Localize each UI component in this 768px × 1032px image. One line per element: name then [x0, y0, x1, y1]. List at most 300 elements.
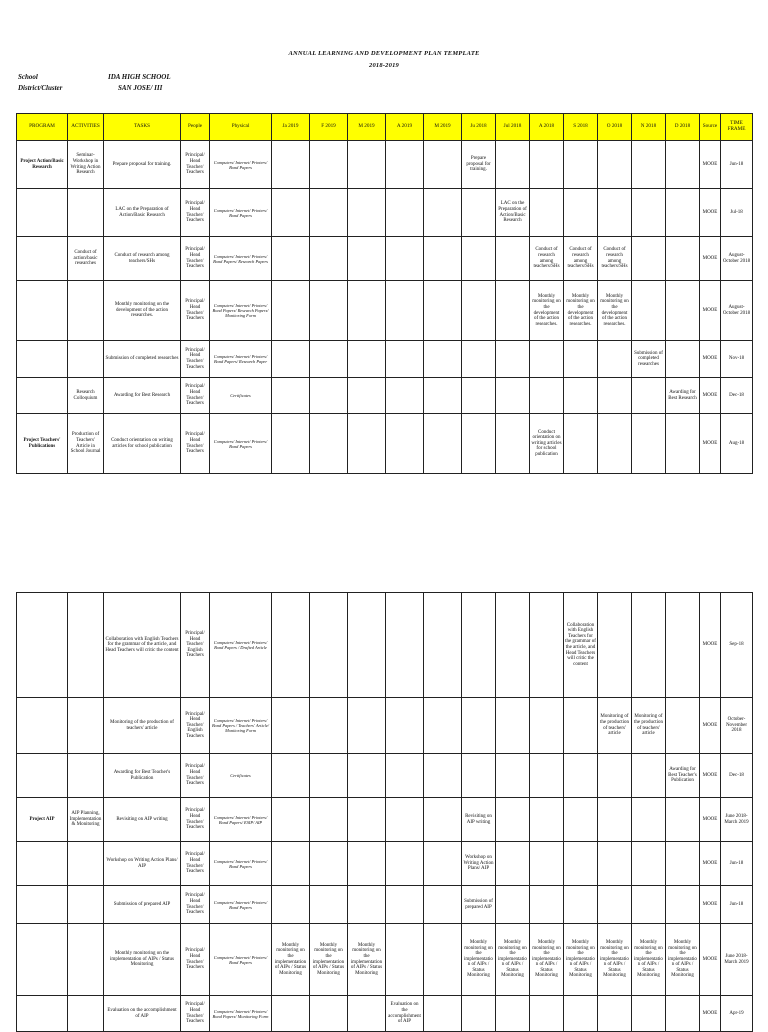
cell-time-frame: Sep-18 — [721, 593, 753, 698]
cell-jul-2018 — [496, 237, 530, 281]
cell-d-2018 — [666, 996, 700, 1032]
cell-m-2019 — [348, 341, 386, 378]
cell-f-2019 — [310, 281, 348, 341]
cell-n-2018: Monitoring of the production of teachers' article — [632, 698, 666, 754]
cell-time-frame: Jul-18 — [721, 189, 753, 237]
cell-activities: Research Colloquium — [68, 378, 104, 414]
cell-tasks: Monthly monitoring on the implementation of AIPs / Status Monitoring — [104, 924, 181, 996]
table-row — [17, 414, 753, 474]
cell-tasks: LAC on the Preparation of Action/Basic Research — [104, 189, 181, 237]
cell-program — [17, 698, 68, 754]
school-value: IDA HIGH SCHOOL — [108, 73, 171, 81]
cell-people: Principal/ Head Teacher/ English Teachers — [181, 593, 210, 698]
header-n-2018: N 2018 — [632, 114, 666, 141]
cell-ju-2018: Prepare proposal for training. — [462, 141, 496, 189]
cell-source: MOOE — [700, 886, 721, 924]
school-label: School — [18, 73, 38, 81]
cell-time-frame: Apr-19 — [721, 996, 753, 1032]
cell-ja-2019 — [272, 593, 310, 698]
table-row — [17, 281, 753, 341]
cell-people: Principal/ Head Teacher/ Teachers — [181, 141, 210, 189]
cell-physical: Computers/ Internet/ Printers/ Bond Papers — [210, 141, 272, 189]
cell-ja-2019 — [272, 189, 310, 237]
cell-tasks: Conduct of research among teachers/SHs — [104, 237, 181, 281]
cell-o-2018 — [598, 798, 632, 842]
cell-physical: Computers/ Internet/ Printers/ Bond Papers/ Monitoring Form — [210, 996, 272, 1032]
cell-a-2019 — [386, 886, 424, 924]
cell-ju-2018 — [462, 189, 496, 237]
cell-jul-2018 — [496, 341, 530, 378]
cell-ju-2018 — [462, 414, 496, 474]
cell-people: Principal/ Head Teacher/ Teachers — [181, 886, 210, 924]
cell-o-2018 — [598, 141, 632, 189]
cell-people: Principal/ Head Teacher/ English Teachers — [181, 698, 210, 754]
cell-o-2018 — [598, 378, 632, 414]
header-a-2018: A 2018 — [530, 114, 564, 141]
cell-m-2019 — [348, 698, 386, 754]
cell-s-2018 — [564, 141, 598, 189]
cell-d-2018 — [666, 698, 700, 754]
table-row — [17, 996, 753, 1032]
cell-source: MOOE — [700, 593, 721, 698]
table-row — [17, 924, 753, 996]
cell-a-2019 — [386, 378, 424, 414]
cell-activities — [68, 996, 104, 1032]
cell-physical: Computers/ Internet/ Printers/ Bond Papers — [210, 924, 272, 996]
cell-f-2019 — [310, 189, 348, 237]
cell-m2-2019 — [424, 698, 462, 754]
cell-people: Principal/ Head Teacher/ Teachers — [181, 378, 210, 414]
cell-ja-2019 — [272, 414, 310, 474]
cell-time-frame: Dec-18 — [721, 754, 753, 798]
cell-m2-2019 — [424, 237, 462, 281]
cell-activities — [68, 754, 104, 798]
cell-activities: Conduct of action/basic researches — [68, 237, 104, 281]
cell-a-2018: Conduct of research among teachers/SHs — [530, 237, 564, 281]
cell-jul-2018 — [496, 593, 530, 698]
header-source: Source — [700, 114, 721, 141]
cell-ja-2019 — [272, 141, 310, 189]
cell-physical: Computers/ Internet/ Printers/ Bond Papers / Drafted Article — [210, 593, 272, 698]
cell-o-2018 — [598, 886, 632, 924]
cell-ja-2019 — [272, 281, 310, 341]
cell-program: Project Teachers' Publications — [17, 414, 68, 474]
cell-activities: AIP Planning, Implementation & Monitoring — [68, 798, 104, 842]
cell-program — [17, 924, 68, 996]
cell-a-2019 — [386, 281, 424, 341]
cell-a-2019 — [386, 237, 424, 281]
cell-a-2018 — [530, 886, 564, 924]
table-header-row — [17, 114, 753, 141]
cell-program: Project Action/Basic Research — [17, 141, 68, 189]
table-row — [17, 754, 753, 798]
cell-a-2019 — [386, 141, 424, 189]
cell-a-2018: Monthly monitoring on the development of the action researches. — [530, 281, 564, 341]
cell-activities — [68, 924, 104, 996]
cell-m2-2019 — [424, 141, 462, 189]
cell-time-frame: Jun-18 — [721, 141, 753, 189]
cell-ja-2019 — [272, 754, 310, 798]
cell-m-2019: Monthly monitoring on the implementation of AIPs / Status Monitoring — [348, 924, 386, 996]
cell-a-2019 — [386, 414, 424, 474]
cell-program — [17, 189, 68, 237]
cell-ja-2019 — [272, 237, 310, 281]
table-row — [17, 237, 753, 281]
cell-jul-2018 — [496, 754, 530, 798]
cell-m2-2019 — [424, 593, 462, 698]
cell-time-frame: Jun-18 — [721, 886, 753, 924]
cell-jul-2018: Monthly monitoring on the implementation of AIPs / Status Monitoring — [496, 924, 530, 996]
cell-ju-2018 — [462, 281, 496, 341]
plan-table-bottom — [16, 592, 753, 1032]
cell-d-2018 — [666, 237, 700, 281]
cell-tasks: Monthly monitoring on the development of the action researches. — [104, 281, 181, 341]
cell-m2-2019 — [424, 886, 462, 924]
cell-ja-2019 — [272, 698, 310, 754]
cell-program — [17, 378, 68, 414]
cell-program: Project AIP — [17, 798, 68, 842]
cell-o-2018 — [598, 414, 632, 474]
cell-physical: Computers/ Internet/ Printers/ Bond Papers/ ESIP/ AIP — [210, 798, 272, 842]
cell-m-2019 — [348, 189, 386, 237]
table-row — [17, 886, 753, 924]
cell-ja-2019 — [272, 798, 310, 842]
cell-physical: Computers/ Internet/ Printers/ Bond Papers/ Research Papers/ Monitoring Form — [210, 281, 272, 341]
plan-table-top — [16, 113, 753, 474]
cell-s-2018 — [564, 341, 598, 378]
cell-time-frame: August-October 2018 — [721, 281, 753, 341]
cell-jul-2018 — [496, 996, 530, 1032]
cell-activities — [68, 189, 104, 237]
cell-n-2018 — [632, 189, 666, 237]
cell-activities — [68, 281, 104, 341]
cell-m2-2019 — [424, 842, 462, 886]
table-row — [17, 189, 753, 237]
cell-f-2019 — [310, 996, 348, 1032]
cell-ju-2018 — [462, 754, 496, 798]
cell-f-2019: Monthly monitoring on the implementation of AIPs / Status Monitoring — [310, 924, 348, 996]
cell-a-2018: Conduct orientation on writing articles for school publication — [530, 414, 564, 474]
header-a-2019: A 2019 — [386, 114, 424, 141]
cell-time-frame: August-October 2018 — [721, 237, 753, 281]
cell-program — [17, 237, 68, 281]
cell-physical: Computers/ Internet/ Printers/ Bond Papers — [210, 842, 272, 886]
header-d-2018: D 2018 — [666, 114, 700, 141]
cell-n-2018 — [632, 141, 666, 189]
cell-time-frame: June 2018-March 2019 — [721, 924, 753, 996]
cell-ju-2018 — [462, 996, 496, 1032]
cell-f-2019 — [310, 886, 348, 924]
cell-source: MOOE — [700, 414, 721, 474]
cell-n-2018 — [632, 886, 666, 924]
cell-s-2018: Conduct of research among teachers/SHs — [564, 237, 598, 281]
cell-m-2019 — [348, 842, 386, 886]
cell-d-2018 — [666, 842, 700, 886]
cell-jul-2018 — [496, 698, 530, 754]
cell-m2-2019 — [424, 189, 462, 237]
cell-f-2019 — [310, 341, 348, 378]
cell-n-2018 — [632, 754, 666, 798]
cell-tasks: Conduct orientation on writing articles for school publication — [104, 414, 181, 474]
cell-d-2018: Awarding for Best Teacher's Publication — [666, 754, 700, 798]
header-o-2018: O 2018 — [598, 114, 632, 141]
cell-o-2018 — [598, 341, 632, 378]
header-m2-2019: M 2019 — [424, 114, 462, 141]
cell-o-2018 — [598, 754, 632, 798]
cell-activities — [68, 886, 104, 924]
cell-s-2018 — [564, 698, 598, 754]
cell-people: Principal/ Head Teacher/ Teachers — [181, 237, 210, 281]
cell-source: MOOE — [700, 189, 721, 237]
cell-s-2018 — [564, 378, 598, 414]
cell-n-2018 — [632, 996, 666, 1032]
header-f-2019: F 2019 — [310, 114, 348, 141]
cell-ja-2019 — [272, 996, 310, 1032]
cell-m2-2019 — [424, 341, 462, 378]
cell-program — [17, 341, 68, 378]
header-m-2019: M 2019 — [348, 114, 386, 141]
cell-f-2019 — [310, 414, 348, 474]
cell-time-frame: Nov-18 — [721, 341, 753, 378]
cell-d-2018: Awarding for Best Research — [666, 378, 700, 414]
cell-source: MOOE — [700, 281, 721, 341]
cell-tasks: Evaluation on the accomplishment of AIP — [104, 996, 181, 1032]
cell-physical: Computers/ Internet/ Printers/ Bond Papers / Teachers' Article/ Monitoring Form — [210, 698, 272, 754]
cell-s-2018 — [564, 798, 598, 842]
cell-ju-2018 — [462, 698, 496, 754]
header-tasks: TASKS — [104, 114, 181, 141]
cell-d-2018 — [666, 414, 700, 474]
cell-d-2018 — [666, 189, 700, 237]
cell-n-2018: Submission of completed researches — [632, 341, 666, 378]
cell-n-2018 — [632, 414, 666, 474]
cell-time-frame: October-November 2018 — [721, 698, 753, 754]
table-row — [17, 593, 753, 698]
cell-o-2018: Monthly monitoring on the implementation of AIPs / Status Monitoring — [598, 924, 632, 996]
cell-ju-2018 — [462, 378, 496, 414]
cell-s-2018 — [564, 414, 598, 474]
cell-physical: Computers/ Internet/ Printers/ Bond Papers/ Research Papers — [210, 237, 272, 281]
cell-d-2018 — [666, 281, 700, 341]
cell-tasks: Workshop on Writing Action Plans/ AIP — [104, 842, 181, 886]
cell-s-2018: Monthly monitoring on the implementation of AIPs / Status Monitoring — [564, 924, 598, 996]
cell-activities — [68, 698, 104, 754]
cell-time-frame: June 2018-March 2019 — [721, 798, 753, 842]
cell-program — [17, 996, 68, 1032]
cell-a-2019: Evaluation on the accomplishment of AIP — [386, 996, 424, 1032]
cell-jul-2018 — [496, 378, 530, 414]
cell-activities: Production of Teachers' Article in School Journal — [68, 414, 104, 474]
cell-source: MOOE — [700, 237, 721, 281]
cell-source: MOOE — [700, 698, 721, 754]
cell-people: Principal/ Head Teacher/ Teachers — [181, 754, 210, 798]
cell-m2-2019 — [424, 414, 462, 474]
cell-m-2019 — [348, 593, 386, 698]
cell-o-2018 — [598, 842, 632, 886]
cell-jul-2018 — [496, 798, 530, 842]
cell-program — [17, 842, 68, 886]
cell-m-2019 — [348, 378, 386, 414]
cell-ja-2019 — [272, 886, 310, 924]
cell-source: MOOE — [700, 141, 721, 189]
cell-source: MOOE — [700, 996, 721, 1032]
cell-d-2018 — [666, 798, 700, 842]
table-row — [17, 341, 753, 378]
cell-o-2018 — [598, 593, 632, 698]
header-activities: ACTIVITIES — [68, 114, 104, 141]
district-value: SAN JOSE/ III — [118, 84, 163, 92]
cell-d-2018 — [666, 341, 700, 378]
header-people: People — [181, 114, 210, 141]
cell-o-2018: Monthly monitoring on the development of the action researches. — [598, 281, 632, 341]
cell-tasks: Prepare proposal for training. — [104, 141, 181, 189]
header-ja-2019: Ja 2019 — [272, 114, 310, 141]
cell-ju-2018 — [462, 593, 496, 698]
cell-activities: Seminar-Workshop in Writing Action Research — [68, 141, 104, 189]
cell-a-2019 — [386, 754, 424, 798]
cell-a-2018 — [530, 341, 564, 378]
cell-f-2019 — [310, 698, 348, 754]
cell-activities — [68, 593, 104, 698]
header-physical: Physical — [210, 114, 272, 141]
cell-n-2018: Monthly monitoring on the implementation of AIPs / Status Monitoring — [632, 924, 666, 996]
cell-source: MOOE — [700, 754, 721, 798]
cell-ju-2018: Revisiting on AIP writing — [462, 798, 496, 842]
cell-f-2019 — [310, 237, 348, 281]
cell-people: Principal/ Head Teacher/ Teachers — [181, 281, 210, 341]
cell-a-2019 — [386, 189, 424, 237]
document-year: 2018-2019 — [369, 62, 399, 69]
cell-people: Principal/ Head Teacher/ Teachers — [181, 996, 210, 1032]
cell-program — [17, 593, 68, 698]
cell-d-2018 — [666, 886, 700, 924]
document-title: ANNUAL LEARNING AND DEVELOPMENT PLAN TEMPLATE — [288, 50, 480, 57]
cell-tasks: Revisiting on AIP writing — [104, 798, 181, 842]
cell-a-2018 — [530, 141, 564, 189]
cell-a-2018 — [530, 698, 564, 754]
cell-a-2018 — [530, 842, 564, 886]
cell-program — [17, 281, 68, 341]
cell-n-2018 — [632, 593, 666, 698]
cell-time-frame: Aug-18 — [721, 414, 753, 474]
header-ju-2018: Ju 2018 — [462, 114, 496, 141]
cell-m2-2019 — [424, 798, 462, 842]
header-jul-2018: Jul 2018 — [496, 114, 530, 141]
cell-d-2018: Monthly monitoring on the implementation of AIPs / Status Monitoring — [666, 924, 700, 996]
cell-s-2018: Collaboration with English Teachers for the grammar of the article, and Head Teachers will critic the content — [564, 593, 598, 698]
cell-a-2019 — [386, 698, 424, 754]
cell-tasks: Collaboration with English Teachers for the grammar of the article, and Head Teachers will critic the content — [104, 593, 181, 698]
cell-tasks: Monitoring of the production of teachers' article — [104, 698, 181, 754]
cell-m-2019 — [348, 414, 386, 474]
cell-m2-2019 — [424, 924, 462, 996]
cell-s-2018 — [564, 754, 598, 798]
cell-physical: Computers/ Internet/ Printers/ Bond Papers — [210, 886, 272, 924]
cell-f-2019 — [310, 593, 348, 698]
district-label: District/Cluster — [18, 84, 63, 92]
cell-people: Principal/ Head Teacher/ Teachers — [181, 341, 210, 378]
cell-a-2019 — [386, 593, 424, 698]
cell-o-2018 — [598, 996, 632, 1032]
cell-people: Principal/ Head Teacher/ Teachers — [181, 414, 210, 474]
cell-a-2019 — [386, 798, 424, 842]
cell-tasks: Submission of completed researches — [104, 341, 181, 378]
cell-time-frame: Jun-18 — [721, 842, 753, 886]
cell-ju-2018 — [462, 237, 496, 281]
cell-a-2018 — [530, 798, 564, 842]
cell-n-2018 — [632, 378, 666, 414]
cell-physical: Computers/ Internet/ Printers/ Bond Papers — [210, 414, 272, 474]
cell-ju-2018: Submission of prepared AIP — [462, 886, 496, 924]
cell-d-2018 — [666, 593, 700, 698]
cell-jul-2018 — [496, 141, 530, 189]
cell-s-2018 — [564, 886, 598, 924]
cell-source: MOOE — [700, 341, 721, 378]
cell-f-2019 — [310, 842, 348, 886]
cell-ju-2018 — [462, 341, 496, 378]
cell-jul-2018 — [496, 842, 530, 886]
cell-s-2018 — [564, 189, 598, 237]
cell-a-2019 — [386, 341, 424, 378]
cell-a-2019 — [386, 924, 424, 996]
header-program: PROGRAM — [17, 114, 68, 141]
cell-jul-2018 — [496, 414, 530, 474]
cell-m-2019 — [348, 886, 386, 924]
cell-people: Principal/ Head Teacher/ Teachers — [181, 798, 210, 842]
cell-tasks: Submission of prepared AIP — [104, 886, 181, 924]
cell-source: MOOE — [700, 924, 721, 996]
cell-people: Principal/ Head Teacher/ Teachers — [181, 924, 210, 996]
cell-a-2018 — [530, 593, 564, 698]
cell-o-2018: Conduct of research among teachers/SHs — [598, 237, 632, 281]
cell-time-frame: Dec-18 — [721, 378, 753, 414]
cell-s-2018 — [564, 996, 598, 1032]
cell-ja-2019 — [272, 842, 310, 886]
cell-a-2018: Monthly monitoring on the implementation of AIPs / Status Monitoring — [530, 924, 564, 996]
cell-activities — [68, 842, 104, 886]
cell-f-2019 — [310, 378, 348, 414]
cell-a-2019 — [386, 842, 424, 886]
cell-physical: Computers/ Internet/ Printers/ Bond Papers/ Research Paper — [210, 341, 272, 378]
table-row — [17, 842, 753, 886]
cell-a-2018 — [530, 754, 564, 798]
cell-ju-2018: Workshop on Writing Action Plans/ AIP — [462, 842, 496, 886]
cell-physical: Certificates — [210, 754, 272, 798]
cell-m-2019 — [348, 798, 386, 842]
cell-physical: Computers/ Internet/ Printers/ Bond Papers — [210, 189, 272, 237]
cell-s-2018: Monthly monitoring on the development of the action researches. — [564, 281, 598, 341]
cell-n-2018 — [632, 798, 666, 842]
cell-n-2018 — [632, 237, 666, 281]
cell-m2-2019 — [424, 996, 462, 1032]
cell-people: Principal/ Head Teacher/ Teachers — [181, 842, 210, 886]
cell-jul-2018 — [496, 886, 530, 924]
cell-m-2019 — [348, 754, 386, 798]
table-row — [17, 698, 753, 754]
cell-source: MOOE — [700, 798, 721, 842]
cell-jul-2018: LAC on the Preparation of Action/Basic Research — [496, 189, 530, 237]
cell-tasks: Awarding for Best Teacher's Publication — [104, 754, 181, 798]
table-row — [17, 141, 753, 189]
cell-o-2018 — [598, 189, 632, 237]
cell-m-2019 — [348, 237, 386, 281]
cell-m2-2019 — [424, 281, 462, 341]
cell-ja-2019: Monthly monitoring on the implementation of AIPs / Status Monitoring — [272, 924, 310, 996]
table-row — [17, 798, 753, 842]
cell-s-2018 — [564, 842, 598, 886]
cell-source: MOOE — [700, 378, 721, 414]
header-time-frame: TIME FRAME — [721, 114, 753, 141]
